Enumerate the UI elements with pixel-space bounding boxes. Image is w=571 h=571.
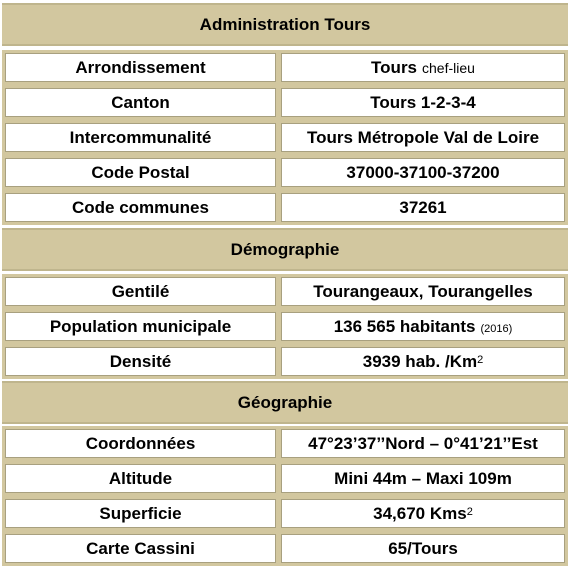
row-label: Canton	[5, 88, 276, 117]
value-superscript: 2	[466, 505, 473, 518]
table-row-altitude	[2, 461, 568, 496]
row-label: Densité	[5, 347, 276, 376]
value-text: Tours	[371, 57, 418, 77]
value-text: 34,670 Kms	[373, 503, 467, 523]
value-note: (2016)	[480, 322, 513, 335]
value-text: 136 565 habitants	[333, 316, 476, 336]
value-text: 3939 hab. /Km	[362, 351, 478, 371]
row-value: Tourangeaux, Tourangelles	[281, 277, 565, 306]
row-label: Altitude	[5, 464, 276, 493]
table-row-code-postal	[2, 155, 568, 190]
table-row-canton	[2, 85, 568, 120]
row-label: Superficie	[5, 499, 276, 528]
table-row-population	[2, 309, 568, 344]
table-row-densite	[2, 344, 568, 379]
table-row-superficie	[2, 496, 568, 531]
row-value: 65/Tours	[281, 534, 565, 563]
row-label: Code communes	[5, 193, 276, 222]
row-label: Gentilé	[5, 277, 276, 306]
table-row-carte-cassini	[2, 531, 568, 566]
row-value: Tours Métropole Val de Loire	[281, 123, 565, 152]
row-value: 37261	[281, 193, 565, 222]
section-header-geographie	[2, 381, 568, 424]
row-value: Mini 44m – Maxi 109m	[281, 464, 565, 493]
table-row-arrondissement	[2, 50, 568, 85]
row-value	[281, 347, 565, 376]
row-label: Intercommunalité	[5, 123, 276, 152]
table-row-gentile	[2, 274, 568, 309]
row-label: Arrondissement	[5, 53, 276, 82]
row-value	[281, 53, 565, 82]
section-title: Administration Tours	[199, 14, 371, 34]
row-value: 47°23’37’’Nord – 0°41’21’’Est	[281, 429, 565, 458]
row-value	[281, 312, 565, 341]
value-note: chef-lieu	[422, 59, 475, 76]
row-label: Carte Cassini	[5, 534, 276, 563]
section-title: Géographie	[237, 392, 333, 412]
row-value: 37000-37100-37200	[281, 158, 565, 187]
table-row-coordonnees	[2, 426, 568, 461]
row-label: Coordonnées	[5, 429, 276, 458]
value-superscript: 2	[477, 353, 484, 366]
row-label: Code Postal	[5, 158, 276, 187]
section-title: Démographie	[230, 239, 340, 259]
row-value: Tours 1-2-3-4	[281, 88, 565, 117]
section-header-demographie	[2, 228, 568, 271]
row-label: Population municipale	[5, 312, 276, 341]
table-row-code-communes	[2, 190, 568, 225]
row-value	[281, 499, 565, 528]
table-row-intercommunalite	[2, 120, 568, 155]
section-header-administration	[2, 3, 568, 46]
